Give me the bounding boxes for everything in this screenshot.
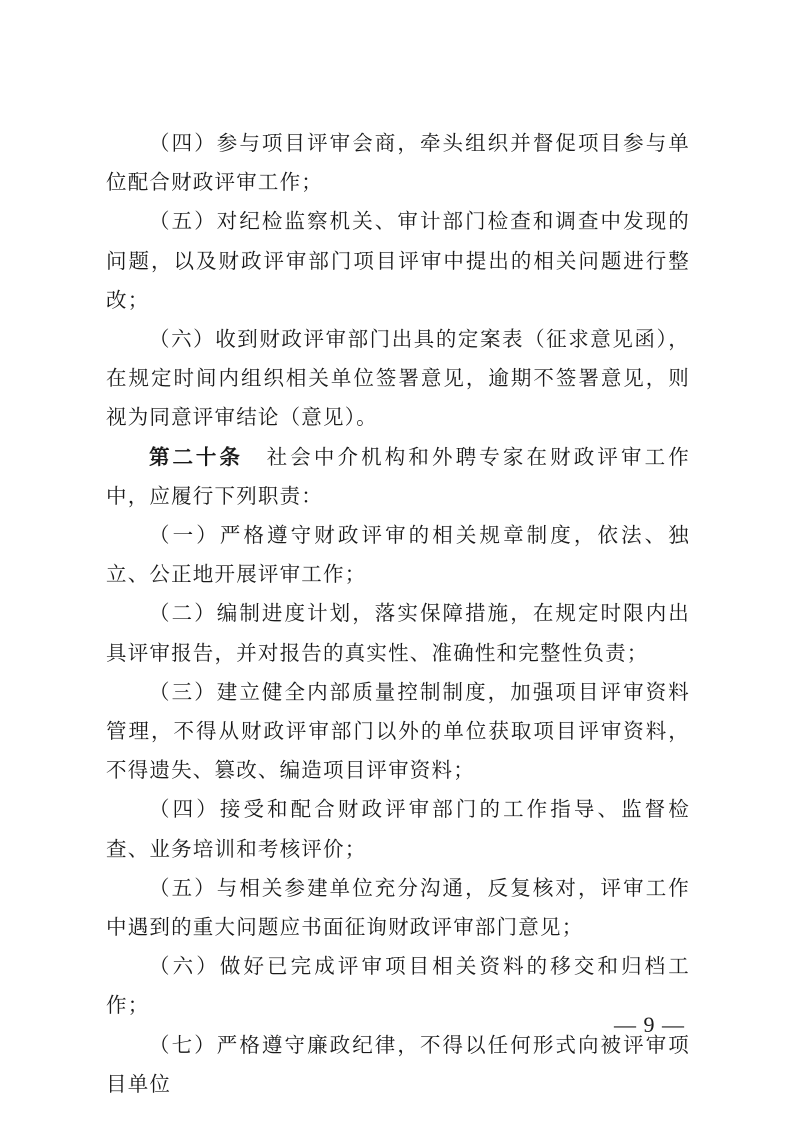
paragraph: （二）编制进度计划，落实保障措施，在规定时限内出具评审报告，并对报告的真实性、准确性和完整性负责； [106, 601, 690, 665]
paragraph: （四）参与项目评审会商，牵头组织并督促项目参与单位配合财政评审工作； [106, 131, 690, 195]
page-number: — 9 — [614, 1012, 685, 1037]
article-text: 社会中介机构和外聘专家在财政评审工作中，应履行下列职责： [106, 444, 690, 508]
paragraph: （五）对纪检监察机关、审计部门检查和调查中发现的问题，以及财政评审部门项目评审中提出的相关问题进行整改； [106, 209, 690, 312]
paragraph: （四）接受和配合财政评审部门的工作指导、监督检查、业务培训和考核评价； [106, 797, 690, 861]
paragraph: （三）建立健全内部质量控制制度，加强项目评审资料管理，不得从财政评审部门以外的单位获取项目评审资料，不得遗失、篡改、编造项目评审资料； [106, 679, 690, 783]
article-paragraph [106, 438, 690, 516]
paragraph: （六）做好已完成评审项目相关资料的移交和归档工作； [106, 954, 690, 1018]
document-body [106, 124, 690, 1104]
paragraph: （一）严格遵守财政评审的相关规章制度，依法、独立、公正地开展评审工作； [106, 523, 690, 587]
article-number: 第二十条 [149, 444, 243, 469]
paragraph: （六）收到财政评审部门出具的定案表（征求意见函），在规定时间内组织相关单位签署意见，逾期不签署意见，则视为同意评审结论（意见）。 [106, 327, 690, 430]
paragraph: （五）与相关参建单位充分沟通，反复核对，评审工作中遇到的重大问题应书面征询财政评审部门意见； [106, 875, 690, 940]
paragraph: （七）严格遵守廉政纪律，不得以任何形式向被评审项目单位 [106, 1032, 690, 1096]
